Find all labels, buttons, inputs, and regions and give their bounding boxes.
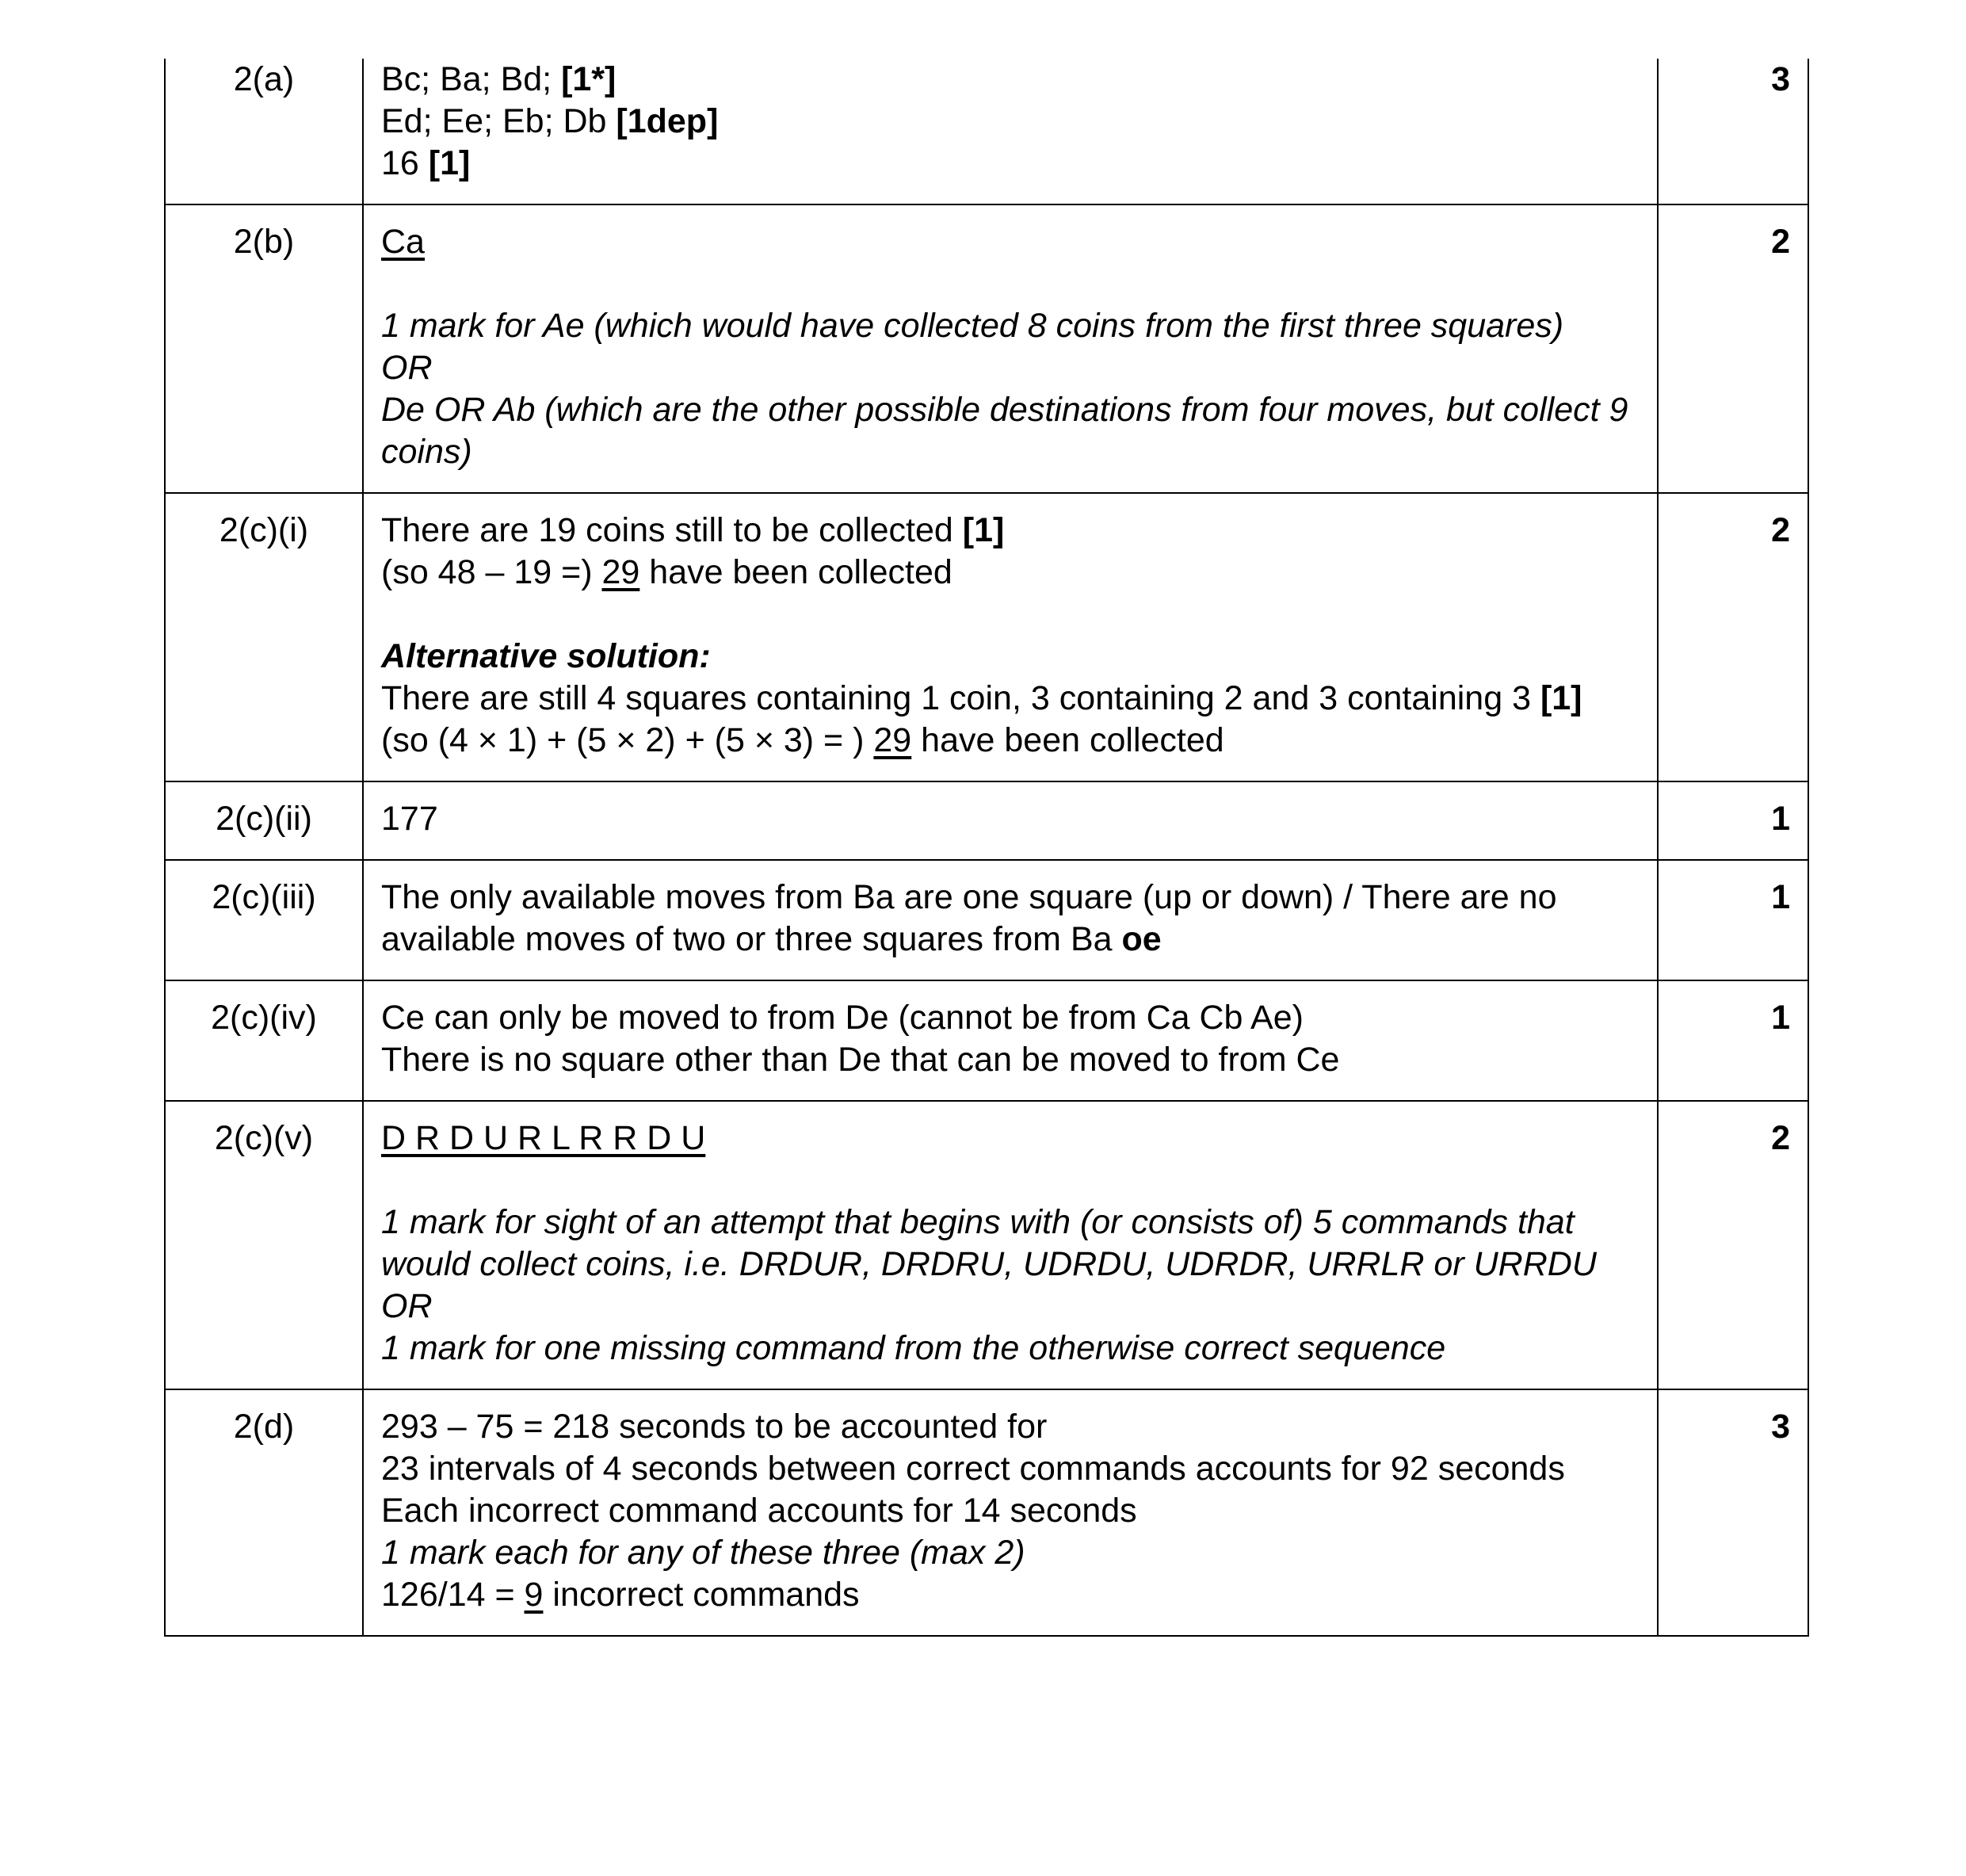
- answer-line: [381, 1574, 1640, 1616]
- question-number: 2(c)(ii): [165, 781, 363, 860]
- marks-cell: 3: [1658, 1389, 1808, 1636]
- table-row: [165, 1389, 1808, 1636]
- guidance-note: 1 mark each for any of these three (max 2): [381, 1534, 1025, 1572]
- table-row: [165, 204, 1808, 493]
- answer-line: [381, 510, 1640, 552]
- question-number: 2(c)(iv): [165, 980, 363, 1101]
- answer-cell: [363, 59, 1658, 204]
- mark-tag: [1*]: [561, 60, 617, 98]
- mark-tag: [1dep]: [616, 102, 719, 140]
- answer-cell: [363, 493, 1658, 781]
- answer-text: Bc; Ba; Bd;: [381, 60, 562, 98]
- spacer: [381, 1160, 1640, 1202]
- answer-cell: [363, 204, 1658, 493]
- table-row: [165, 781, 1808, 860]
- question-number: 2(c)(v): [165, 1101, 363, 1389]
- answer-line: [381, 678, 1640, 720]
- answer-line: [381, 59, 1640, 101]
- answer-text: The only available moves from Ba are one square (up or down) / There are no available moves of two or three squares from Ba: [381, 878, 1557, 958]
- answer-text: (so 48 – 19 =): [381, 553, 602, 591]
- answer-text: Each incorrect command accounts for 14 seconds: [381, 1492, 1137, 1530]
- answer-line: [381, 101, 1640, 143]
- guidance-or: OR: [381, 1287, 433, 1325]
- marks-cell: 3: [1658, 59, 1808, 204]
- guidance-or: OR: [381, 349, 433, 387]
- answer-text: (so (4 × 1) + (5 × 2) + (5 × 3) = ): [381, 721, 874, 759]
- final-answer: 29: [601, 553, 640, 591]
- table-row: [165, 860, 1808, 980]
- answer-text: Ca: [381, 223, 425, 261]
- answer-text: 126/14 =: [381, 1576, 525, 1614]
- marks-cell: 1: [1658, 781, 1808, 860]
- guidance-note: 1 mark for Ae (which would have collected 8 coins from the first three squares): [381, 307, 1564, 345]
- answer-line: [381, 143, 1640, 185]
- answer-text: Ce can only be moved to from De (cannot be from Ca Cb Ae): [381, 999, 1304, 1037]
- answer-text: There are still 4 squares containing 1 coin, 3 containing 2 and 3 containing 3: [381, 679, 1540, 717]
- answer-text: Ed; Ee; Eb; Db: [381, 102, 617, 140]
- guidance-note: 1 mark for sight of an attempt that begins with (or consists of) 5 commands that would collect coins, i.e. DRDUR, DRDRU, UDRDU, UDRDR, URRLR or URRDU: [381, 1203, 1597, 1283]
- guidance-note: De OR Ab (which are the other possible destinations from four moves, but collect 9 coins): [381, 391, 1628, 471]
- final-answer: 9: [524, 1576, 544, 1614]
- answer-text: have been collected: [911, 721, 1224, 759]
- marks-cell: 2: [1658, 204, 1808, 493]
- question-number: 2(c)(i): [165, 493, 363, 781]
- table-row: [165, 1101, 1808, 1389]
- answer-cell: [363, 860, 1658, 980]
- question-number: 2(b): [165, 204, 363, 493]
- answer-line: [381, 720, 1640, 762]
- table-row: [165, 493, 1808, 781]
- marks-cell: 1: [1658, 860, 1808, 980]
- mark-tag: oe: [1121, 920, 1162, 958]
- marks-cell: 1: [1658, 980, 1808, 1101]
- question-number: 2(d): [165, 1389, 363, 1636]
- spacer: [381, 594, 1640, 636]
- marks-cell: 2: [1658, 1101, 1808, 1389]
- mark-tag: [1]: [428, 144, 471, 182]
- answer-text: incorrect commands: [543, 1576, 860, 1614]
- question-number: 2(a): [165, 59, 363, 204]
- table-row: [165, 980, 1808, 1101]
- mark-scheme-table: [164, 59, 1809, 1637]
- mark-tag: [1]: [1540, 679, 1582, 717]
- mark-tag: [1]: [962, 511, 1005, 549]
- final-answer: 29: [873, 721, 912, 759]
- answer-text: 293 – 75 = 218 seconds to be accounted for: [381, 1408, 1048, 1446]
- answer-cell: [363, 1101, 1658, 1389]
- answer-text: have been collected: [639, 553, 952, 591]
- answer-text: D R D U R L R R D U: [381, 1119, 706, 1157]
- answer-cell: [363, 1389, 1658, 1636]
- question-number: 2(c)(iii): [165, 860, 363, 980]
- answer-cell: [363, 980, 1658, 1101]
- answer-text: 23 intervals of 4 seconds between correct commands accounts for 92 seconds: [381, 1450, 1565, 1488]
- table-row: [165, 59, 1808, 204]
- marks-cell: 2: [1658, 493, 1808, 781]
- guidance-note: 1 mark for one missing command from the otherwise correct sequence: [381, 1329, 1446, 1367]
- spacer: [381, 263, 1640, 305]
- answer-cell: [363, 781, 1658, 860]
- answer-text: There is no square other than De that can be moved to from Ce: [381, 1041, 1340, 1079]
- answer-line: [381, 552, 1640, 594]
- answer-text: There are 19 coins still to be collected: [381, 511, 963, 549]
- answer-text: 16: [381, 144, 429, 182]
- alternative-heading: Alternative solution:: [381, 637, 711, 675]
- answer-text: 177: [381, 800, 438, 838]
- answer-line: [381, 877, 1640, 961]
